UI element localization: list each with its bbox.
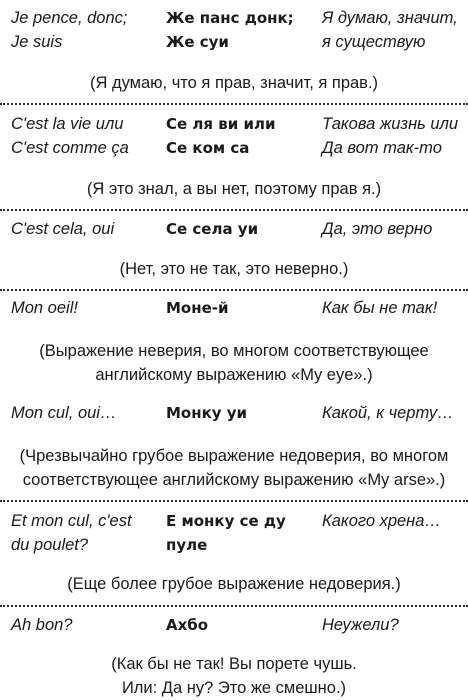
french-phrase: Et mon cul, c'est du poulet? <box>11 512 132 554</box>
transliteration: Монку уи <box>166 404 248 422</box>
transliteration: Е монку се ду пуле <box>166 512 286 554</box>
phrase-note: (Еще более грубое выражение недоверия.) <box>67 575 401 593</box>
french-phrase: C'est cela, oui <box>11 220 115 238</box>
phrase-note: (Нет, это не так, это неверно.) <box>119 260 349 278</box>
transliteration: Же панс донк; Же суи <box>166 9 294 51</box>
french-phrase: Ah bon? <box>11 616 73 634</box>
phrase-row <box>0 509 468 557</box>
russian-translation: Я думаю, значит, я существую <box>322 9 458 51</box>
russian-translation: Неужели? <box>322 616 399 634</box>
french-phrase: Je pence, donc; Je suis <box>11 9 128 51</box>
phrase-note: (Я думаю, что я прав, значит, я прав.) <box>89 74 379 92</box>
dotted-divider <box>0 209 468 211</box>
french-phrase: Mon cul, oui… <box>11 404 117 422</box>
russian-translation: Какой, к черту… <box>322 404 454 422</box>
phrase-row <box>0 401 468 449</box>
phrase-note: (Как бы не так! Вы порете чушь. Или: Да ну? Это же смешно.) <box>111 655 357 697</box>
phrase-note: (Чрезвычайно грубое выражение недоверия, во многом соответствующее английскому выражению «My arse».) <box>19 447 449 489</box>
phrase-row <box>0 6 468 54</box>
russian-translation: Как бы не так! <box>322 299 438 317</box>
french-phrase: C'est la vie или C'est comme ça <box>11 115 129 157</box>
dotted-divider <box>0 103 468 105</box>
russian-translation: Какого хрена… <box>322 512 441 530</box>
phrase-row <box>0 112 468 160</box>
french-phrase: Mon oeil! <box>11 299 78 317</box>
transliteration: Се села уи <box>166 220 259 238</box>
dotted-divider <box>0 500 468 502</box>
dotted-divider <box>0 605 468 607</box>
russian-translation: Да, это верно <box>322 220 433 238</box>
transliteration: Се ля ви или Се ком са <box>166 115 276 157</box>
phrase-note: (Я это знал, а вы нет, поэтому прав я.) <box>86 180 382 198</box>
russian-translation: Такова жизнь или Да вот так-то <box>322 115 459 157</box>
transliteration: Моне-й <box>166 299 229 317</box>
transliteration: Ахбо <box>166 616 209 634</box>
phrase-note: (Выражение неверия, во многом соответствующее английскому выражению «My eye».) <box>39 342 429 384</box>
dotted-divider <box>0 289 468 291</box>
phrase-row <box>0 296 468 344</box>
